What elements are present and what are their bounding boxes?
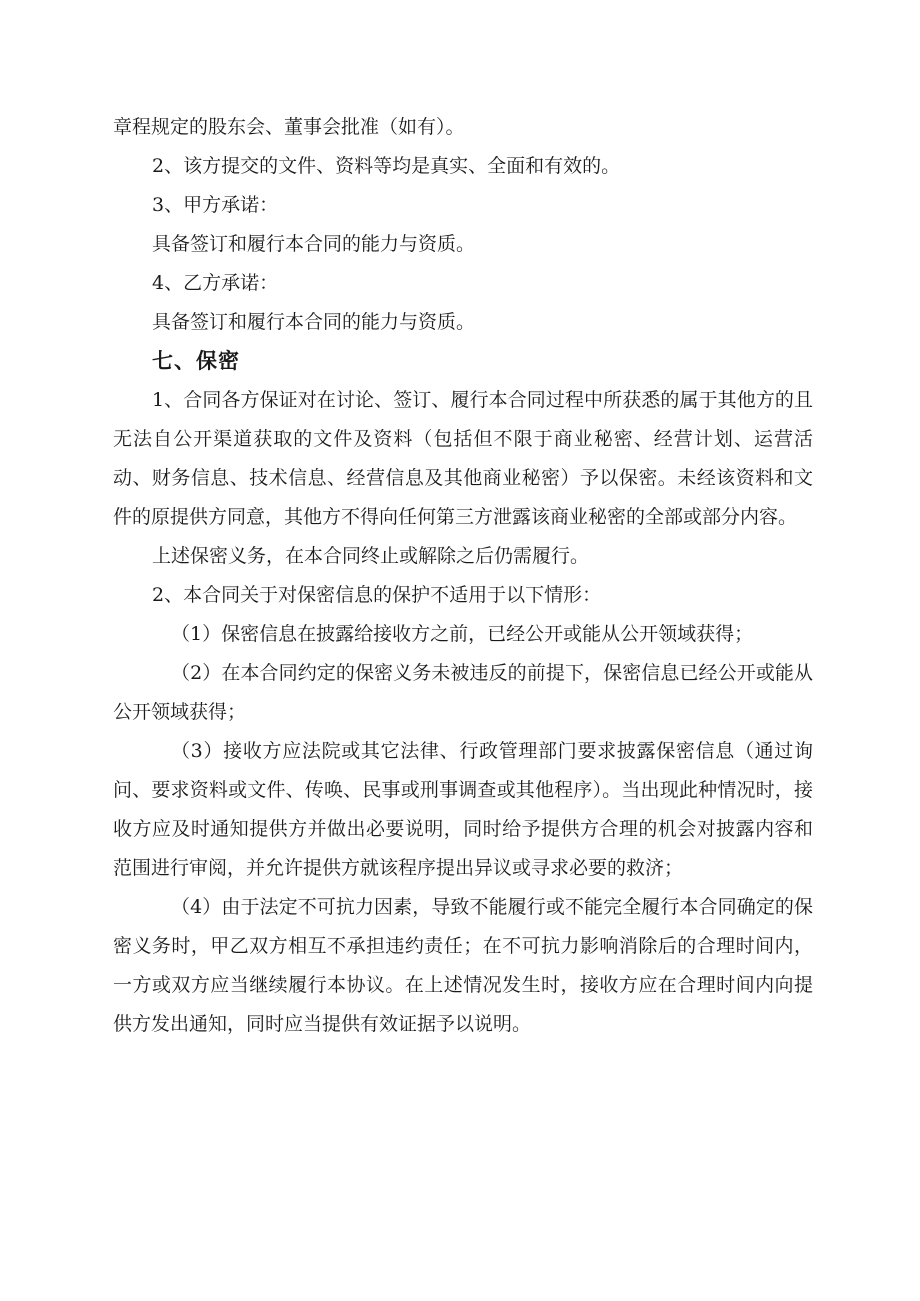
- paragraph-confidentiality-clause-2: 2、本合同关于对保密信息的保护不适用于以下情形：: [152, 584, 602, 606]
- paragraph-exception-1: （1）保密信息在披露给接收方之前，已经公开或能从公开领域获得；: [171, 623, 754, 645]
- paragraph-confidentiality-duration: 上述保密义务，在本合同终止或解除之后仍需履行。: [152, 545, 590, 567]
- section-heading-confidentiality: 七、保密: [152, 349, 240, 373]
- paragraph-exception-3: （3）接收方应法院或其它法律、行政管理部门要求披露保密信息（通过询问、要求资料或文件、传唤、民事或刑事调查或其他程序）。当出现此种情况时，接收方应及时通知提供方并做出必要说明，同时给予提供方合理的机会对披露内容和范围进行审阅，并允许提供方就该程序提出异议或寻求必要的救济；: [113, 740, 813, 879]
- paragraph-confidentiality-clause-1: 1、合同各方保证对在讨论、签订、履行本合同过程中所获悉的属于其他方的且无法自公开渠道获取的文件及资料（包括但不限于商业秘密、经营计划、运营活动、财务信息、技术信息、经营信息及其他商业秘密）予以保密。未经该资料和文件的原提供方同意，其他方不得向任何第三方泄露该商业秘密的全部或部分内容。: [113, 389, 813, 528]
- paragraph-party-b-promise: 4、乙方承诺：: [152, 272, 279, 294]
- paragraph-approval-continuation: 章程规定的股东会、董事会批准（如有）。: [113, 116, 465, 138]
- document-body: [113, 108, 813, 1044]
- paragraph-party-a-promise: 3、甲方承诺：: [152, 194, 279, 216]
- paragraph-party-a-capability: 具备签订和履行本合同的能力与资质。: [152, 233, 476, 255]
- paragraph-party-b-capability: 具备签订和履行本合同的能力与资质。: [152, 311, 476, 333]
- paragraph-exception-4: （4）由于法定不可抗力因素，导致不能履行或不能完全履行本合同确定的保密义务时，甲乙双方相互不承担违约责任；在不可抗力影响消除后的合理时间内，一方或双方应当继续履行本协议。在上述情况发生时，接收方应在合理时间内向提供方发出通知，同时应当提供有效证据予以说明。: [113, 896, 813, 1035]
- paragraph-documents-true: 2、该方提交的文件、资料等均是真实、全面和有效的。: [152, 155, 621, 177]
- paragraph-exception-2: （2）在本合同约定的保密义务未被违反的前提下，保密信息已经公开或能从公开领域获得；: [113, 662, 813, 723]
